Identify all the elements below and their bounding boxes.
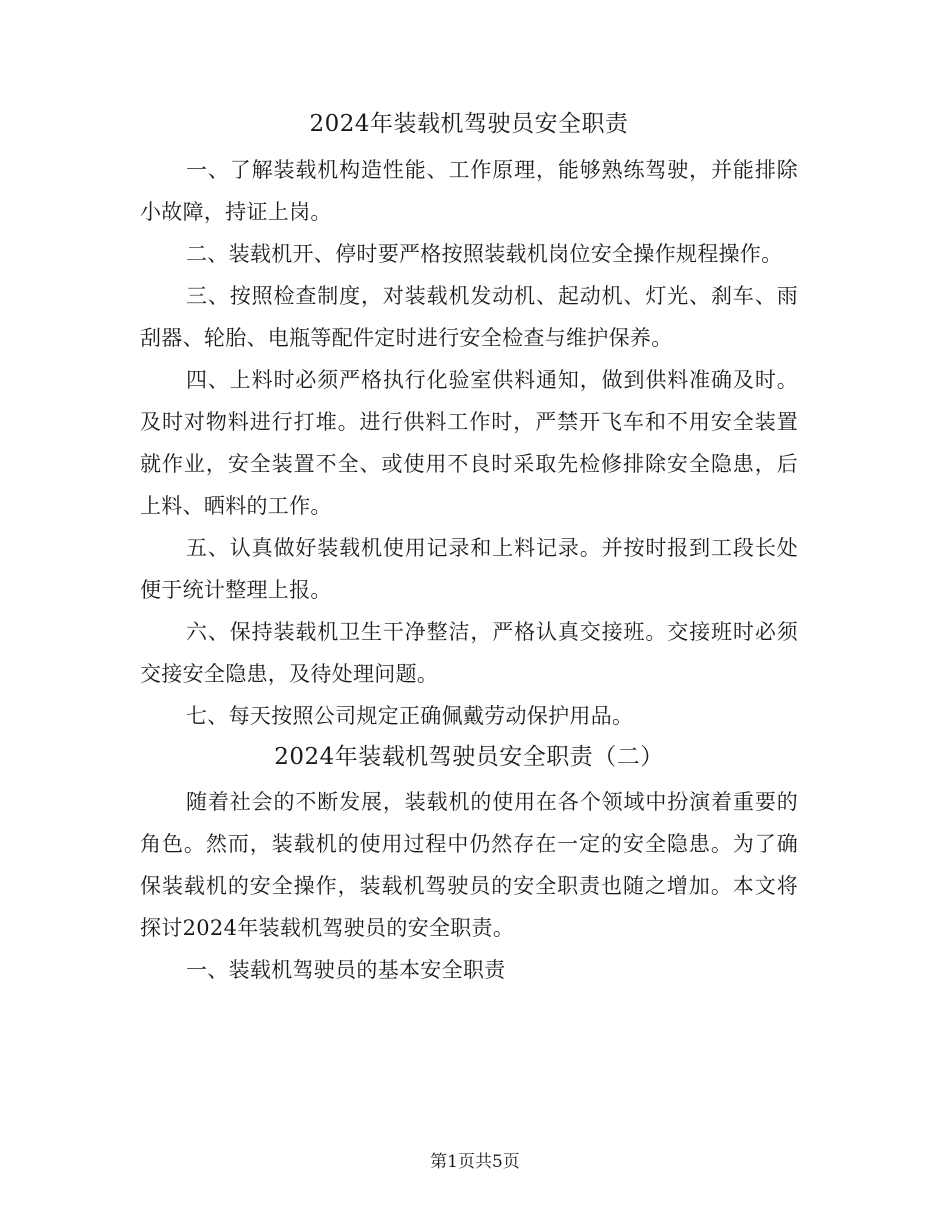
paragraph-5: 五、认真做好装载机使用记录和上料记录。并按时报到工段长处便于统计整理上报。 — [140, 536, 798, 602]
document-title: 2024年装载机驾驶员安全职责 — [309, 111, 629, 137]
section-title-2: 2024年装载机驾驶员安全职责（二） — [274, 744, 664, 770]
paragraph-heading-1: 一、装载机驾驶员的基本安全职责 — [186, 958, 506, 982]
paragraph-1: 一、了解装载机构造性能、工作原理，能够熟练驾驶，并能排除小故障，持证上岗。 — [140, 158, 798, 224]
document-body — [140, 104, 798, 991]
paragraph-2: 二、装载机开、停时要严格按照装载机岗位安全操作规程操作。 — [186, 242, 783, 266]
paragraph-4: 四、上料时必须严格执行化验室供料通知，做到供料准确及时。及时对物料进行打堆。进行供料工作时，严禁开飞车和不用安全装置就作业，安全装置不全、或使用不良时采取先检修排除安全隐患，后上料、晒料的工作。 — [140, 368, 798, 518]
page-number: 第1页共5页 — [430, 1152, 520, 1172]
paragraph-6: 六、保持装载机卫生干净整洁，严格认真交接班。交接班时必须交接安全隐患，及待处理问题。 — [140, 620, 798, 686]
paragraph-7: 七、每天按照公司规定正确佩戴劳动保护用品。 — [186, 704, 634, 728]
paragraph-3: 三、按照检查制度，对装载机发动机、起动机、灯光、刹车、雨刮器、轮胎、电瓶等配件定时进行安全检查与维护保养。 — [140, 284, 798, 350]
paragraph-intro: 随着社会的不断发展，装载机的使用在各个领域中扮演着重要的角色。然而，装载机的使用过程中仍然存在一定的安全隐患。为了确保装载机的安全操作，装载机驾驶员的安全职责也随之增加。本文将探讨2024年装载机驾驶员的安全职责。 — [140, 790, 798, 940]
